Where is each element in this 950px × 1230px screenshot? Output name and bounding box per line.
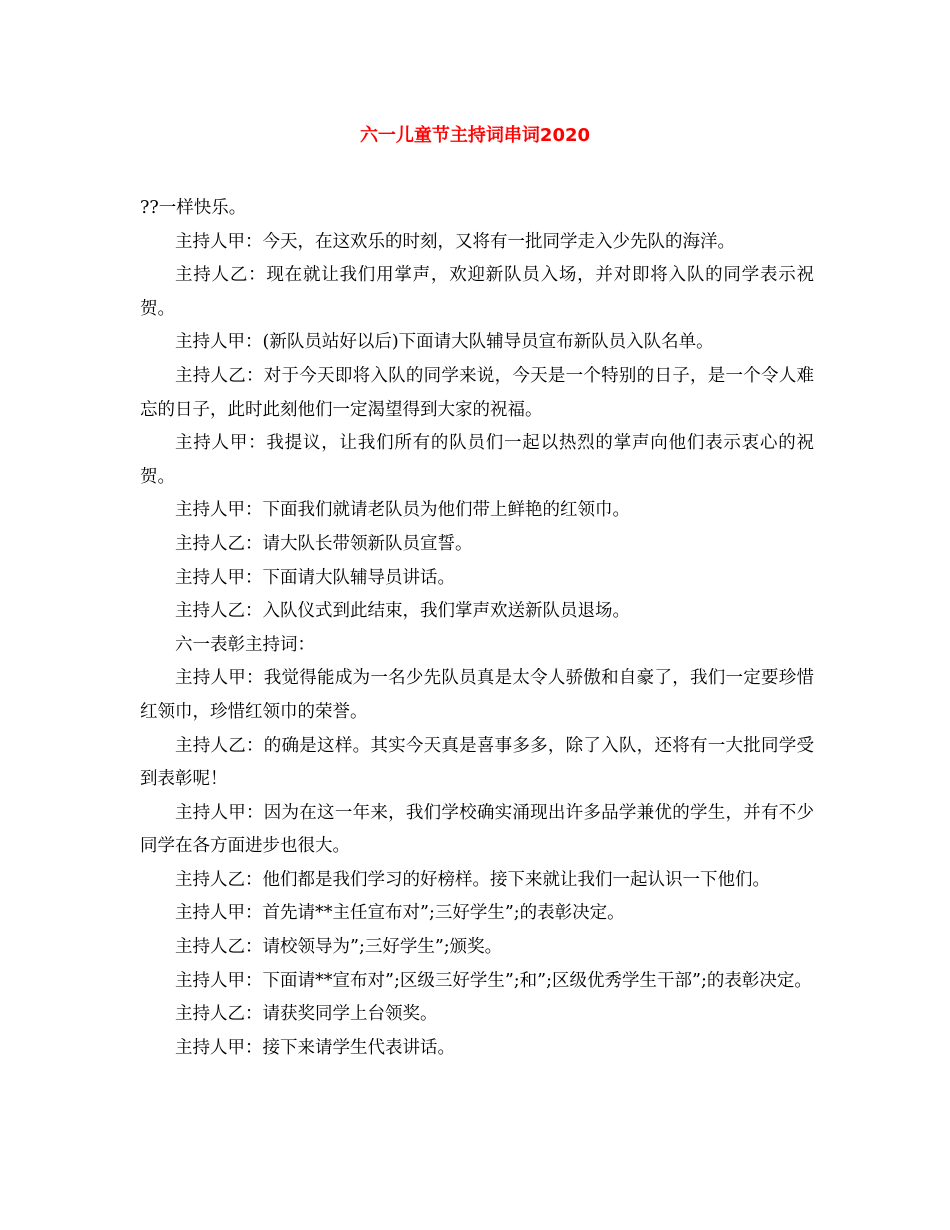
- paragraph: 主持人甲：我提议，让我们所有的队员们一起以热烈的掌声向他们表示衷心的祝贺。: [140, 433, 814, 487]
- paragraph: 主持人甲：我觉得能成为一名少先队员真是太令人骄傲和自豪了，我们一定要珍惜红领巾，珍惜红领巾的荣誉。: [140, 668, 814, 722]
- paragraph: 主持人甲：下面请大队辅导员讲话。: [175, 567, 455, 588]
- paragraph: 主持人乙：请获奖同学上台领奖。: [175, 1004, 438, 1025]
- paragraph: 主持人乙：现在就让我们用掌声，欢迎新队员入场，并对即将入队的同学表示祝贺。: [140, 265, 814, 319]
- paragraph: 主持人乙：入队仪式到此结束，我们掌声欢送新队员退场。: [175, 601, 630, 622]
- document-title: 六一儿童节主持词串词2020: [359, 125, 591, 146]
- paragraph: 主持人乙：请校领导为”;三好学生”;颁奖。: [175, 937, 503, 958]
- paragraph: 主持人甲：下面我们就请老队员为他们带上鲜艳的红领巾。: [175, 500, 630, 521]
- document-body: [140, 192, 814, 1065]
- paragraph: 主持人甲：今天，在这欢乐的时刻，又将有一批同学走入少先队的海洋。: [175, 231, 735, 252]
- paragraph: 主持人甲：首先请**主任宣布对”;三好学生”;的表彰决定。: [175, 903, 625, 924]
- paragraph: 主持人乙：的确是这样。其实今天真是喜事多多，除了入队，还将有一大批同学受到表彰呢！: [140, 735, 814, 790]
- paragraph: ??一样快乐。: [140, 198, 247, 218]
- paragraph: 主持人乙：对于今天即将入队的同学来说，今天是一个特别的日子，是一个令人难忘的日子，此时此刻他们一定渴望得到大家的祝福。: [140, 365, 814, 420]
- paragraph: 主持人甲：(新队员站好以后)下面请大队辅导员宣布新队员入队名单。: [175, 332, 714, 353]
- paragraph: 主持人乙：他们都是我们学习的好榜样。接下来就让我们一起认识一下他们。: [175, 869, 770, 890]
- paragraph: 主持人甲：因为在这一年来，我们学校确实涌现出许多品学兼优的学生，并有不少同学在各方面进步也很大。: [140, 802, 814, 857]
- paragraph: 主持人甲：下面请**宣布对”;区级三好学生”;和”;区级优秀学生干部”;的表彰决定。: [175, 970, 812, 991]
- section-heading: 六一表彰主持词：: [175, 634, 315, 655]
- paragraph: 主持人乙：请大队长带领新队员宣誓。: [175, 533, 473, 554]
- paragraph: 主持人甲：接下来请学生代表讲话。: [175, 1037, 455, 1058]
